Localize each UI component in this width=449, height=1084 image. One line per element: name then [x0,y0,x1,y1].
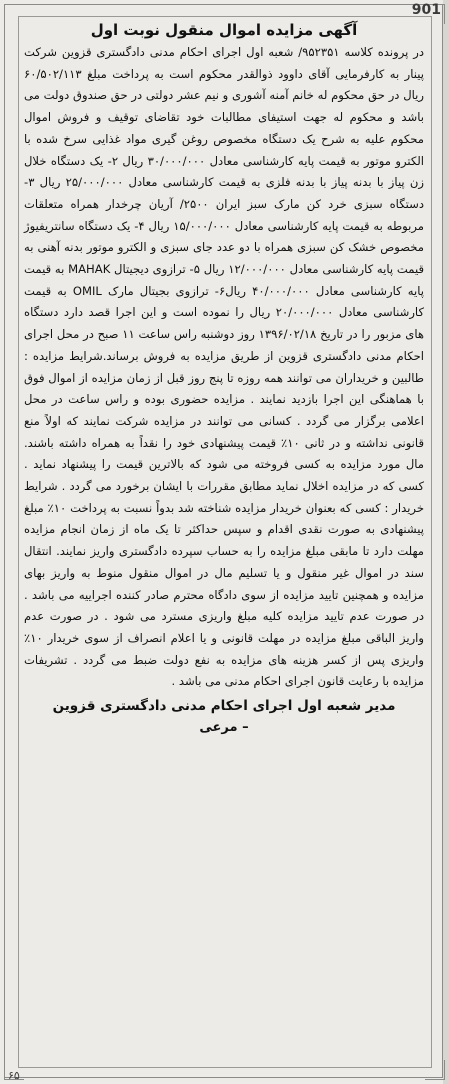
margin-number-bottom: ۶۵ [8,1069,20,1082]
corner-ornament [4,4,24,24]
notice-content [24,20,424,739]
notice-body: در پرونده کلاسه ۹۵۲۳۵۱/ شعبه اول اجرای احکام مدنی دادگستری قزوین شرکت پینار به کارفرمایی آقای داوود ذوالقدر محکوم است به پرداخت مبلغ ۶۰/۵۰۲/۱۱۳ ریال در حق محکوم له خانم آمنه آشوری و نیم عشر دولتی در حق صندوق دولت می باشد و محکوم له جهت استیفای مطالبات خود تقاضای توقیف و فروش اموال محکوم علیه به شرح یک دستگاه مخصوص روغن گیری مواد غذایی سرخ شده با الکترو موتور به قیمت پایه کارشناسی معادل ۳۰/۰۰۰/۰۰۰ ریال ۲- یک دستگاه خلال زن پیاز با بدنه پیاز با بدنه فلزی به قیمت کارشناسی معادل ۲۵/۰۰۰/۰۰۰ ریال ۳- دستگاه سبزی خرد کن مارک سبز ایران ۲۵۰۰/ آریان چرخدار همراه متعلقات مربوطه به قیمت پایه کارشناسی معادل ۱۵/۰۰۰/۰۰۰ ریال ۴- یک دستگاه سانتریفیوژ مخصوص خشک کن سبزی همراه با دو عدد جای سبزی و الکترو موتور بدنه آهنی به قیمت پایه کارشناسی معادل ۱۲/۰۰۰/۰۰۰ ریال ۵- ترازوی دیجیتال MAHAK به قیمت پایه کارشناسی معادل ۴۰/۰۰۰/۰۰۰ ریال۶- ترازوی بجیتال مارک OMIL به قیمت کارشناسی معادل ۲۰/۰۰۰/۰۰۰ ریال را نموده است و این اجرا قصد دارد دستگاه های مزبور را در تاریخ ۱۳۹۶/۰۲/۱۸ روز دوشنبه راس ساعت ۱۱ صبح در محل اجرای احکام مدنی دادگستری قزوین از طریق مزایده به فروش برساند.شرایط مزایده : طالبین و خریداران می توانند همه روزه تا پنج روز قبل از زمان مزایده از اموال فوق با هماهنگی این اجرا بازدید نمایند . مزایده حضوری بوده و راس ساعت در محل اعلامی برگزار می گردد . کسانی می توانند در مزایده شرکت نمایند که اولاً منع قانونی نداشته و در ثانی ۱۰٪ قیمت پیشنهادی خود را نقداً به همراه داشته باشند. مال مورد مزایده به کسی فروخته می شود که بالاترین قیمت را پیشنهاد نماید . کسی که در مزایده اخلال نماید مطابق مقررات با ایشان برخورد می گردد . شرایط خریدار : کسی که بعنوان خریدار مزایده شناخته شد بدواً نسبت به پرداخت ۱۰٪ مبلغ پیشنهادی به صورت نقدی اقدام و سپس حداکثر تا یک ماه از زمان انجام مزایده مهلت دارد تا مابقی مبلغ مزایده را به حساب سپرده دادگستری واریز نمایند. انتقال سند در اموال غیر منقول و یا تسلیم مال در اموال منقول منوط به واریز بهای مزایده و همچنین تایید مزایده از سوی دادگاه محترم صادر کننده اجراییه می باشد . در صورت عدم تایید مزایده کلیه مبلغ واریزی مسترد می شود . در صورت عدم واریز الباقی مبلغ مزایده در مهلت قانونی و یا اعلام انصراف از سوی خریدار ۱۰٪ واریزی پس از کسر هزینه های مزایده به نفع دولت ضبط می گردد . تشریفات مزایده با رعایت قانون اجرای احکام مدنی می باشد . [24,45,425,689]
signature-name: – مرعی [199,720,249,736]
signature-title: مدیر شعبه اول اجرای احکام مدنی دادگستری قزوین [52,698,396,715]
notice-title: آگهی مزایده اموال منقول نوبت اول [90,21,358,39]
clipping-edge [443,0,449,1084]
margin-number-top: 901 [411,2,441,18]
corner-ornament [425,1060,445,1080]
